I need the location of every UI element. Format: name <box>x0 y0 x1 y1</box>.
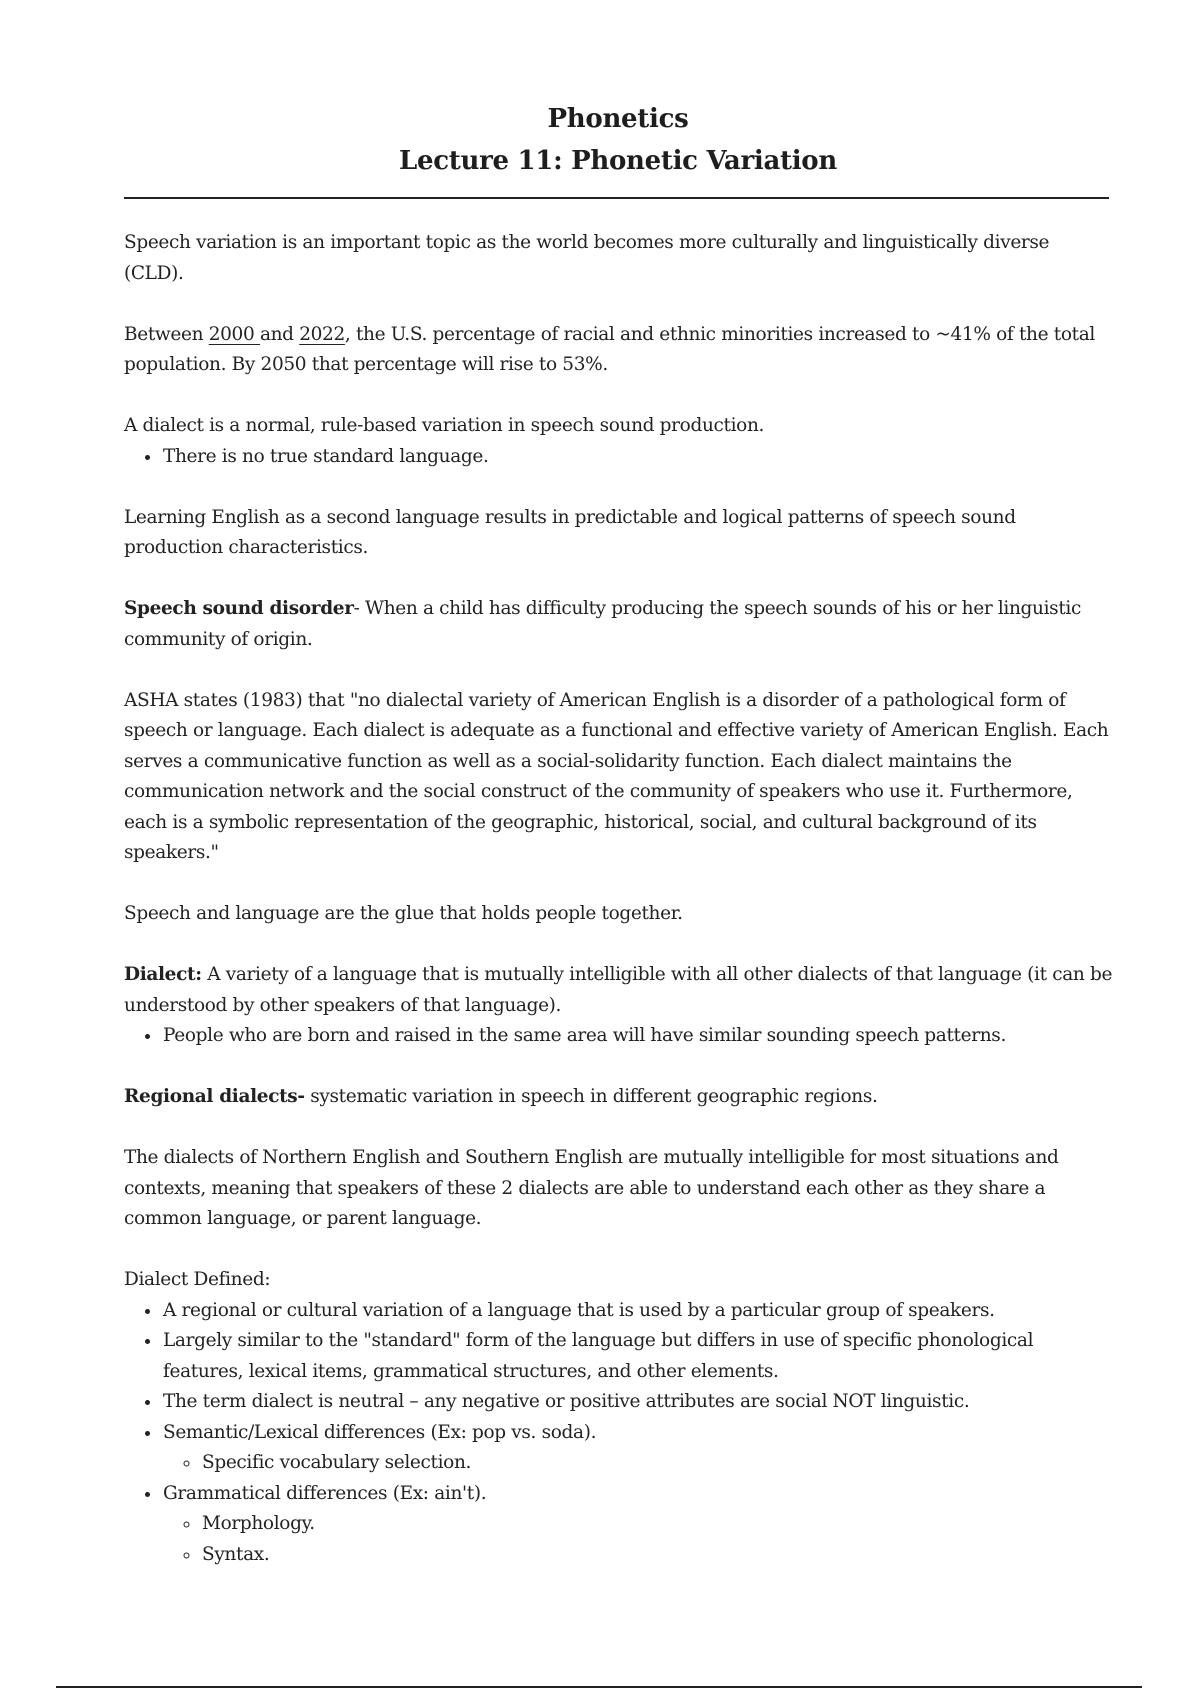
paragraph-second-language: Learning English as a second language results in predictable and logical patterns of speech sound production characteristics. <box>124 506 1016 558</box>
paragraph-demographics <box>124 320 1114 381</box>
document-body <box>124 228 1114 1601</box>
paragraph-cld: Speech variation is an important topic as the world becomes more culturally and linguistically diverse (CLD). <box>124 232 1050 284</box>
paragraph-dialect-defined: Dialect Defined: <box>124 1269 271 1290</box>
dialect-defined-list <box>124 1296 1114 1571</box>
paragraph-northern-southern: The dialects of Northern English and Southern English are mutually intelligible for most situations and contexts, meaning that speakers of these 2 dialects are able to understand each other as they share a common language, or parent language. <box>124 1147 1059 1229</box>
document-header <box>0 98 1200 182</box>
definition-regional-dialects: systematic variation in speech in different geographic regions. <box>304 1086 878 1107</box>
semantic-sublist <box>163 1448 1114 1479</box>
paragraph-demographics-rest: , the U.S. percentage of racial and ethnic minorities increased to ~41% of the total population. By 2050 that percentage will rise to 53%. <box>124 323 1095 375</box>
footer-divider <box>56 1686 1142 1688</box>
list-item: • People who are born and raised in the same area will have similar sounding speech patterns. <box>162 1021 1114 1052</box>
list-item-text: Grammatical differences (Ex: ain't). <box>163 1482 487 1504</box>
list-item <box>162 1479 1114 1571</box>
definition-dialect: A variety of a language that is mutually intelligible with all other dialects of that language (it can be understood by other speakers of that language). <box>124 964 1113 1016</box>
paragraph-regional-dialects <box>124 1082 1114 1113</box>
paragraph-speech-sound-disorder <box>124 594 1114 655</box>
term-regional-dialects: Regional dialects- <box>124 1086 305 1107</box>
term-speech-sound-disorder: Speech sound disorder <box>124 598 354 619</box>
sublist-item: ◦ Specific vocabulary selection. <box>201 1448 1114 1479</box>
paragraph-dialect-definition <box>124 960 1114 1021</box>
list-item <box>162 1418 1114 1479</box>
sublist-item: ◦ Morphology. <box>201 1509 1114 1540</box>
paragraph-demographics-prefix: Between <box>124 323 209 345</box>
header-divider <box>124 197 1109 199</box>
list-item: • There is no true standard language. <box>162 442 1114 473</box>
year-2022: 2022 <box>299 323 345 345</box>
list-item: • The term dialect is neutral – any negative or positive attributes are social NOT linguistic. <box>162 1387 1114 1418</box>
course-title: Phonetics <box>547 104 689 134</box>
paragraph-dialect-normal: A dialect is a normal, rule-based variation in speech sound production. <box>124 415 765 436</box>
lecture-title: Lecture 11: Phonetic Variation <box>399 146 837 176</box>
dialect-definition-list <box>124 1021 1114 1052</box>
year-2000: 2000 <box>208 323 260 345</box>
paragraph-glue: Speech and language are the glue that holds people together. <box>124 903 683 924</box>
grammar-sublist <box>163 1509 1114 1570</box>
list-item-text: Semantic/Lexical differences (Ex: pop vs. soda). <box>163 1421 597 1443</box>
sublist-item: ◦ Syntax. <box>201 1540 1114 1571</box>
term-dialect: Dialect: <box>124 964 202 985</box>
paragraph-asha-quote: ASHA states (1983) that "no dialectal variety of American English is a disorder of a pathological form of speech or language. Each dialect is adequate as a functional and effective variety of American English. Each serves a communicative function as well as a social-solidarity function. Each dialect maintains the communication network and the social construct of the community of speakers who use it. Furthermore, each is a symbolic representation of the geographic, historical, social, and cultural background of its speakers." <box>124 689 1109 863</box>
dialect-normal-list <box>124 442 1114 473</box>
paragraph-demographics-mid: and <box>259 323 300 345</box>
list-item: • Largely similar to the "standard" form of the language but differs in use of specific phonological features, lexical items, grammatical structures, and other elements. <box>162 1326 1114 1387</box>
definition-speech-sound-disorder: - When a child has difficulty producing the speech sounds of his or her linguistic community of origin. <box>124 598 1081 650</box>
list-item: • A regional or cultural variation of a language that is used by a particular group of speakers. <box>162 1296 1114 1327</box>
